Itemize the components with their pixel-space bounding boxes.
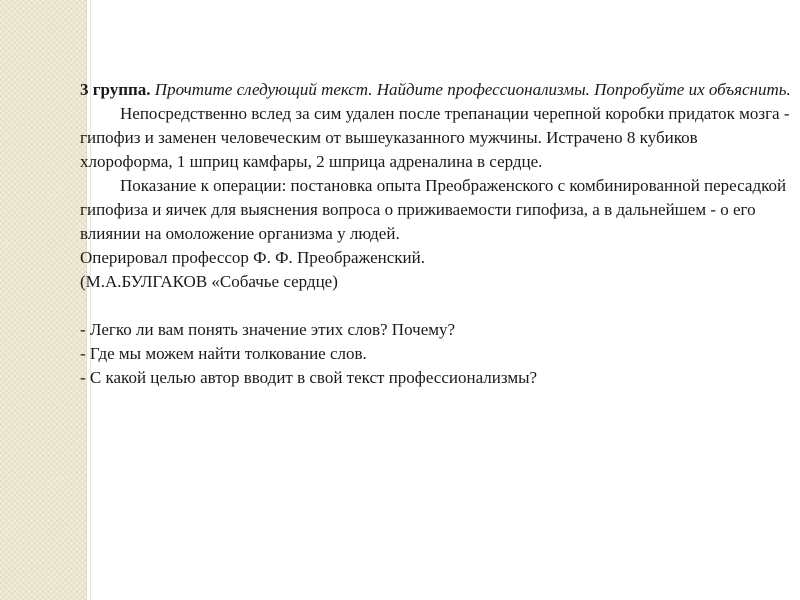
excerpt-paragraph-2: Показание к операции: постановка опыта Преображенского с комбинированной пересадкой гипофиза и яичек для выяснения вопроса о приживаемости гипофиза, а в дальнейшем - о его влиянии на омоложение организма у людей. — [80, 176, 787, 243]
decorative-left-strip — [0, 0, 86, 600]
question-item: - С какой целью автор вводит в свой текст профессионализмы? — [80, 368, 538, 387]
group-label: 3 группа. — [80, 80, 151, 99]
excerpt-signature: Оперировал профессор Ф. Ф. Преображенский. — [80, 248, 425, 267]
slide-text-body — [80, 78, 792, 390]
question-item: - Где мы можем найти толкование слов. — [80, 344, 367, 363]
blank-line — [80, 294, 792, 318]
excerpt-source: (М.А.БУЛГАКОВ «Собачье сердце) — [80, 272, 338, 291]
question-item: - Легко ли вам понять значение этих слов? Почему? — [80, 320, 456, 339]
task-heading — [80, 78, 792, 102]
task-instruction: Прочтите следующий текст. Найдите профессионализмы. Попробуйте их объяснить. — [154, 80, 791, 99]
excerpt-paragraph-1: Непосредственно вслед за сим удален после трепанации черепной коробки придаток мозга - гипофиз и заменен человеческим от вышеуказанного мужчины. Истрачено 8 кубиков хлороформа, 1 шприц камфары, 2 шприца адреналина в сердце. — [80, 104, 790, 171]
